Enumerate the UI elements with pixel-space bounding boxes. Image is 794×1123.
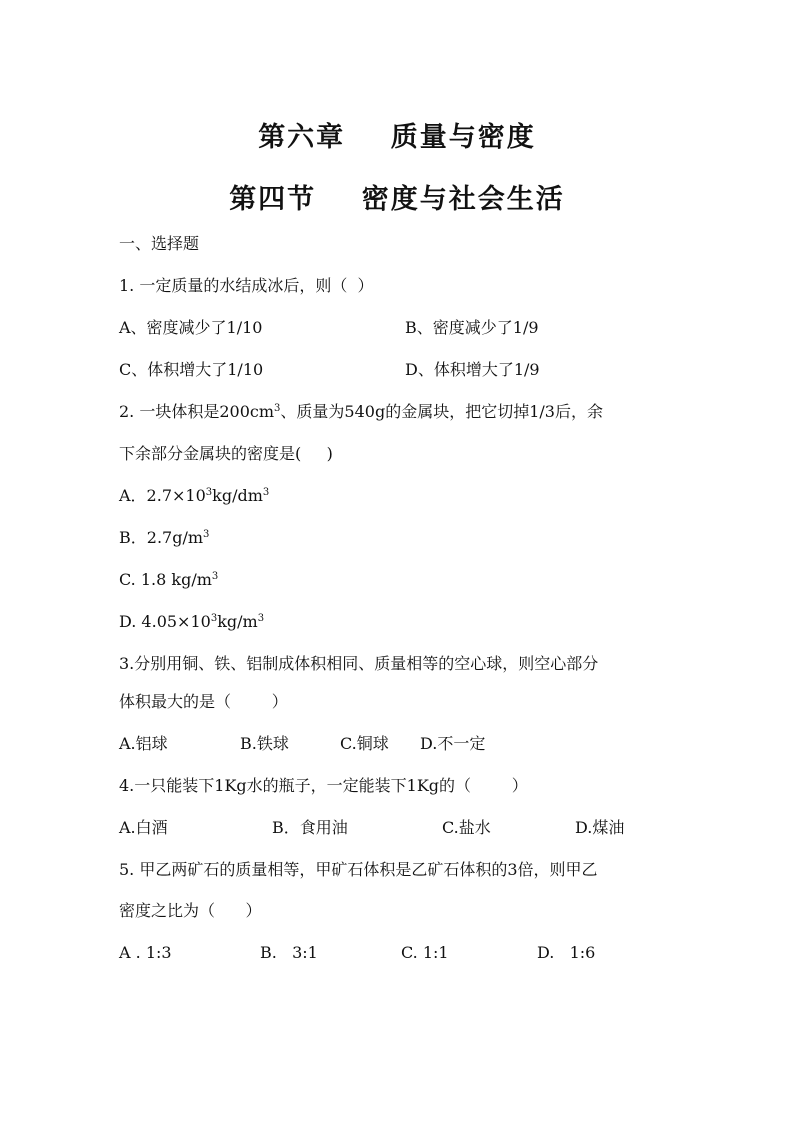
q2-stem-a: 2. 一块体积是200cm [119,402,275,421]
question-3-stem-line2: 体积最大的是（ ） [119,692,288,711]
q2-a-exp2: 3 [262,487,270,498]
section-title: 第四节 密度与社会生活 [229,184,565,215]
question-1-stem: 1. 一定质量的水结成冰后，则（ ） [119,276,374,295]
q2-d-text: D. 4.05×10 [119,612,211,631]
question-2-option-d [119,612,264,632]
q2-stem-b: 、质量为540g的金属块，把它切掉1/3后，余 [280,402,603,421]
question-1-option-c: C、体积增大了1/10 [119,360,264,379]
question-3-option-b: B.铁球 [240,734,289,753]
q2-b-text: B．2.7g/m [119,528,204,547]
question-3-option-d: D.不一定 [420,734,486,753]
q2-a-unit: kg/dm [212,486,263,505]
q2-c-text: C. 1.8 kg/m [119,570,212,589]
question-3-option-a: A.铝球 [119,734,168,753]
q2-stem-sup: 3 [274,403,281,414]
part-heading: 一、选择题 [119,234,200,253]
question-5-option-b: B. 3:1 [260,943,318,962]
question-1-option-d: D、体积增大了1/9 [405,360,540,379]
question-2-option-a [119,486,269,506]
question-5-option-d: D. 1:6 [537,943,596,962]
question-2-stem-line2: 下余部分金属块的密度是( ) [119,444,333,463]
q2-c-exp: 3 [211,571,219,582]
question-4-option-c: C.盐水 [442,818,491,837]
q2-a-text: A．2.7×10 [119,486,206,505]
q2-d-exp1: 3 [210,613,218,624]
question-2-option-c [119,570,218,590]
question-4-stem: 4.一只能装下1Kg水的瓶子，一定能装下1Kg的（ ） [119,776,528,795]
question-2-stem-line1 [119,402,603,422]
question-3-option-c: C.铜球 [340,734,389,753]
question-4-option-a: A.白酒 [119,818,168,837]
question-3-stem-line1: 3.分别用铜、铁、铝制成体积相同、质量相等的空心球，则空心部分 [119,654,599,673]
chapter-title: 第六章 质量与密度 [258,122,536,153]
question-1-option-b: B、密度减少了1/9 [405,318,539,337]
question-2-option-b [119,528,209,548]
question-4-option-d: D.煤油 [575,818,625,837]
q2-a-exp1: 3 [205,487,213,498]
question-5-option-c: C. 1:1 [401,943,449,962]
question-4-option-b: B．食用油 [272,818,348,837]
question-5-stem-line2: 密度之比为（ ） [119,901,262,920]
question-5-option-a: A . 1:3 [119,943,172,962]
question-1-option-a: A、密度减少了1/10 [119,318,263,337]
question-5-stem-line1: 5. 甲乙两矿石的质量相等，甲矿石体积是乙矿石体积的3倍，则甲乙 [119,860,598,879]
q2-d-unit: kg/m [217,612,258,631]
q2-d-exp2: 3 [257,613,265,624]
q2-b-exp: 3 [203,529,210,540]
